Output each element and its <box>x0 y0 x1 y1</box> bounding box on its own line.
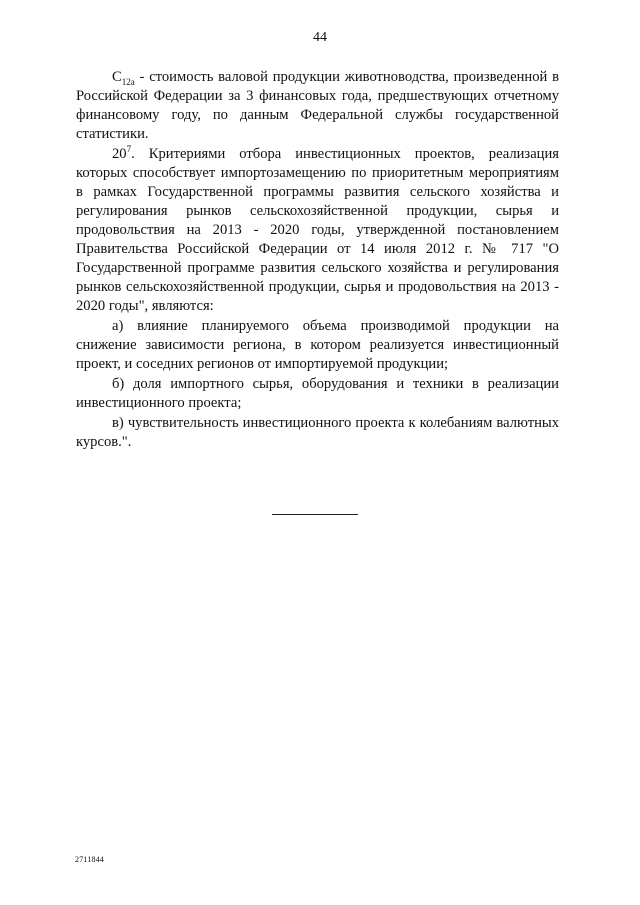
definition-symbol: С <box>112 69 122 85</box>
definition-paragraph <box>76 68 559 144</box>
document-code: 2711844 <box>75 855 105 864</box>
separator-line <box>272 514 358 515</box>
page-number: 44 <box>313 30 327 45</box>
criteria-number-superscript: 7 <box>126 144 132 155</box>
criteria-paragraph <box>76 145 559 316</box>
criteria-item-b: б) доля импортного сырья, оборудования и техники в реализации инвестиционного проекта; <box>76 376 559 411</box>
definition-text: - стоимость валовой продукции животноводства, произведенной в Российской Федерации за 3 финансовых года, предшествующих отчетному финансовому году, по данным Федеральной службы государственной статистики. <box>76 69 559 142</box>
criteria-text: . Критериями отбора инвестиционных проектов, реализация которых способствует импортозамещению по приоритетным мероприятиям в рамках Государственной программы развития сельского хозяйства и регулирования рынков сельскохозяйственной продукции, сырья и продовольствия на 2013 - 2020 годы, утвержденной постановлением Правительства Российской Федерации от 14 июля 2012 г. № 717 "О Государственной программе развития сельского хозяйства и регулирования рынков сельскохозяйственной продукции, сырья и продовольствия на 2013 - 2020 годы", являются: <box>76 146 559 314</box>
document-body <box>76 68 559 452</box>
criteria-number: 20 <box>112 146 127 162</box>
criteria-item-c: в) чувствительность инвестиционного проекта к колебаниям валютных курсов.". <box>76 415 559 450</box>
criteria-item-a: а) влияние планируемого объема производимой продукции на снижение зависимости региона, в котором реализуется инвестиционный проект, и соседних регионов от импортируемой продукции; <box>76 318 559 372</box>
definition-symbol-subscript: 12а <box>121 76 135 87</box>
